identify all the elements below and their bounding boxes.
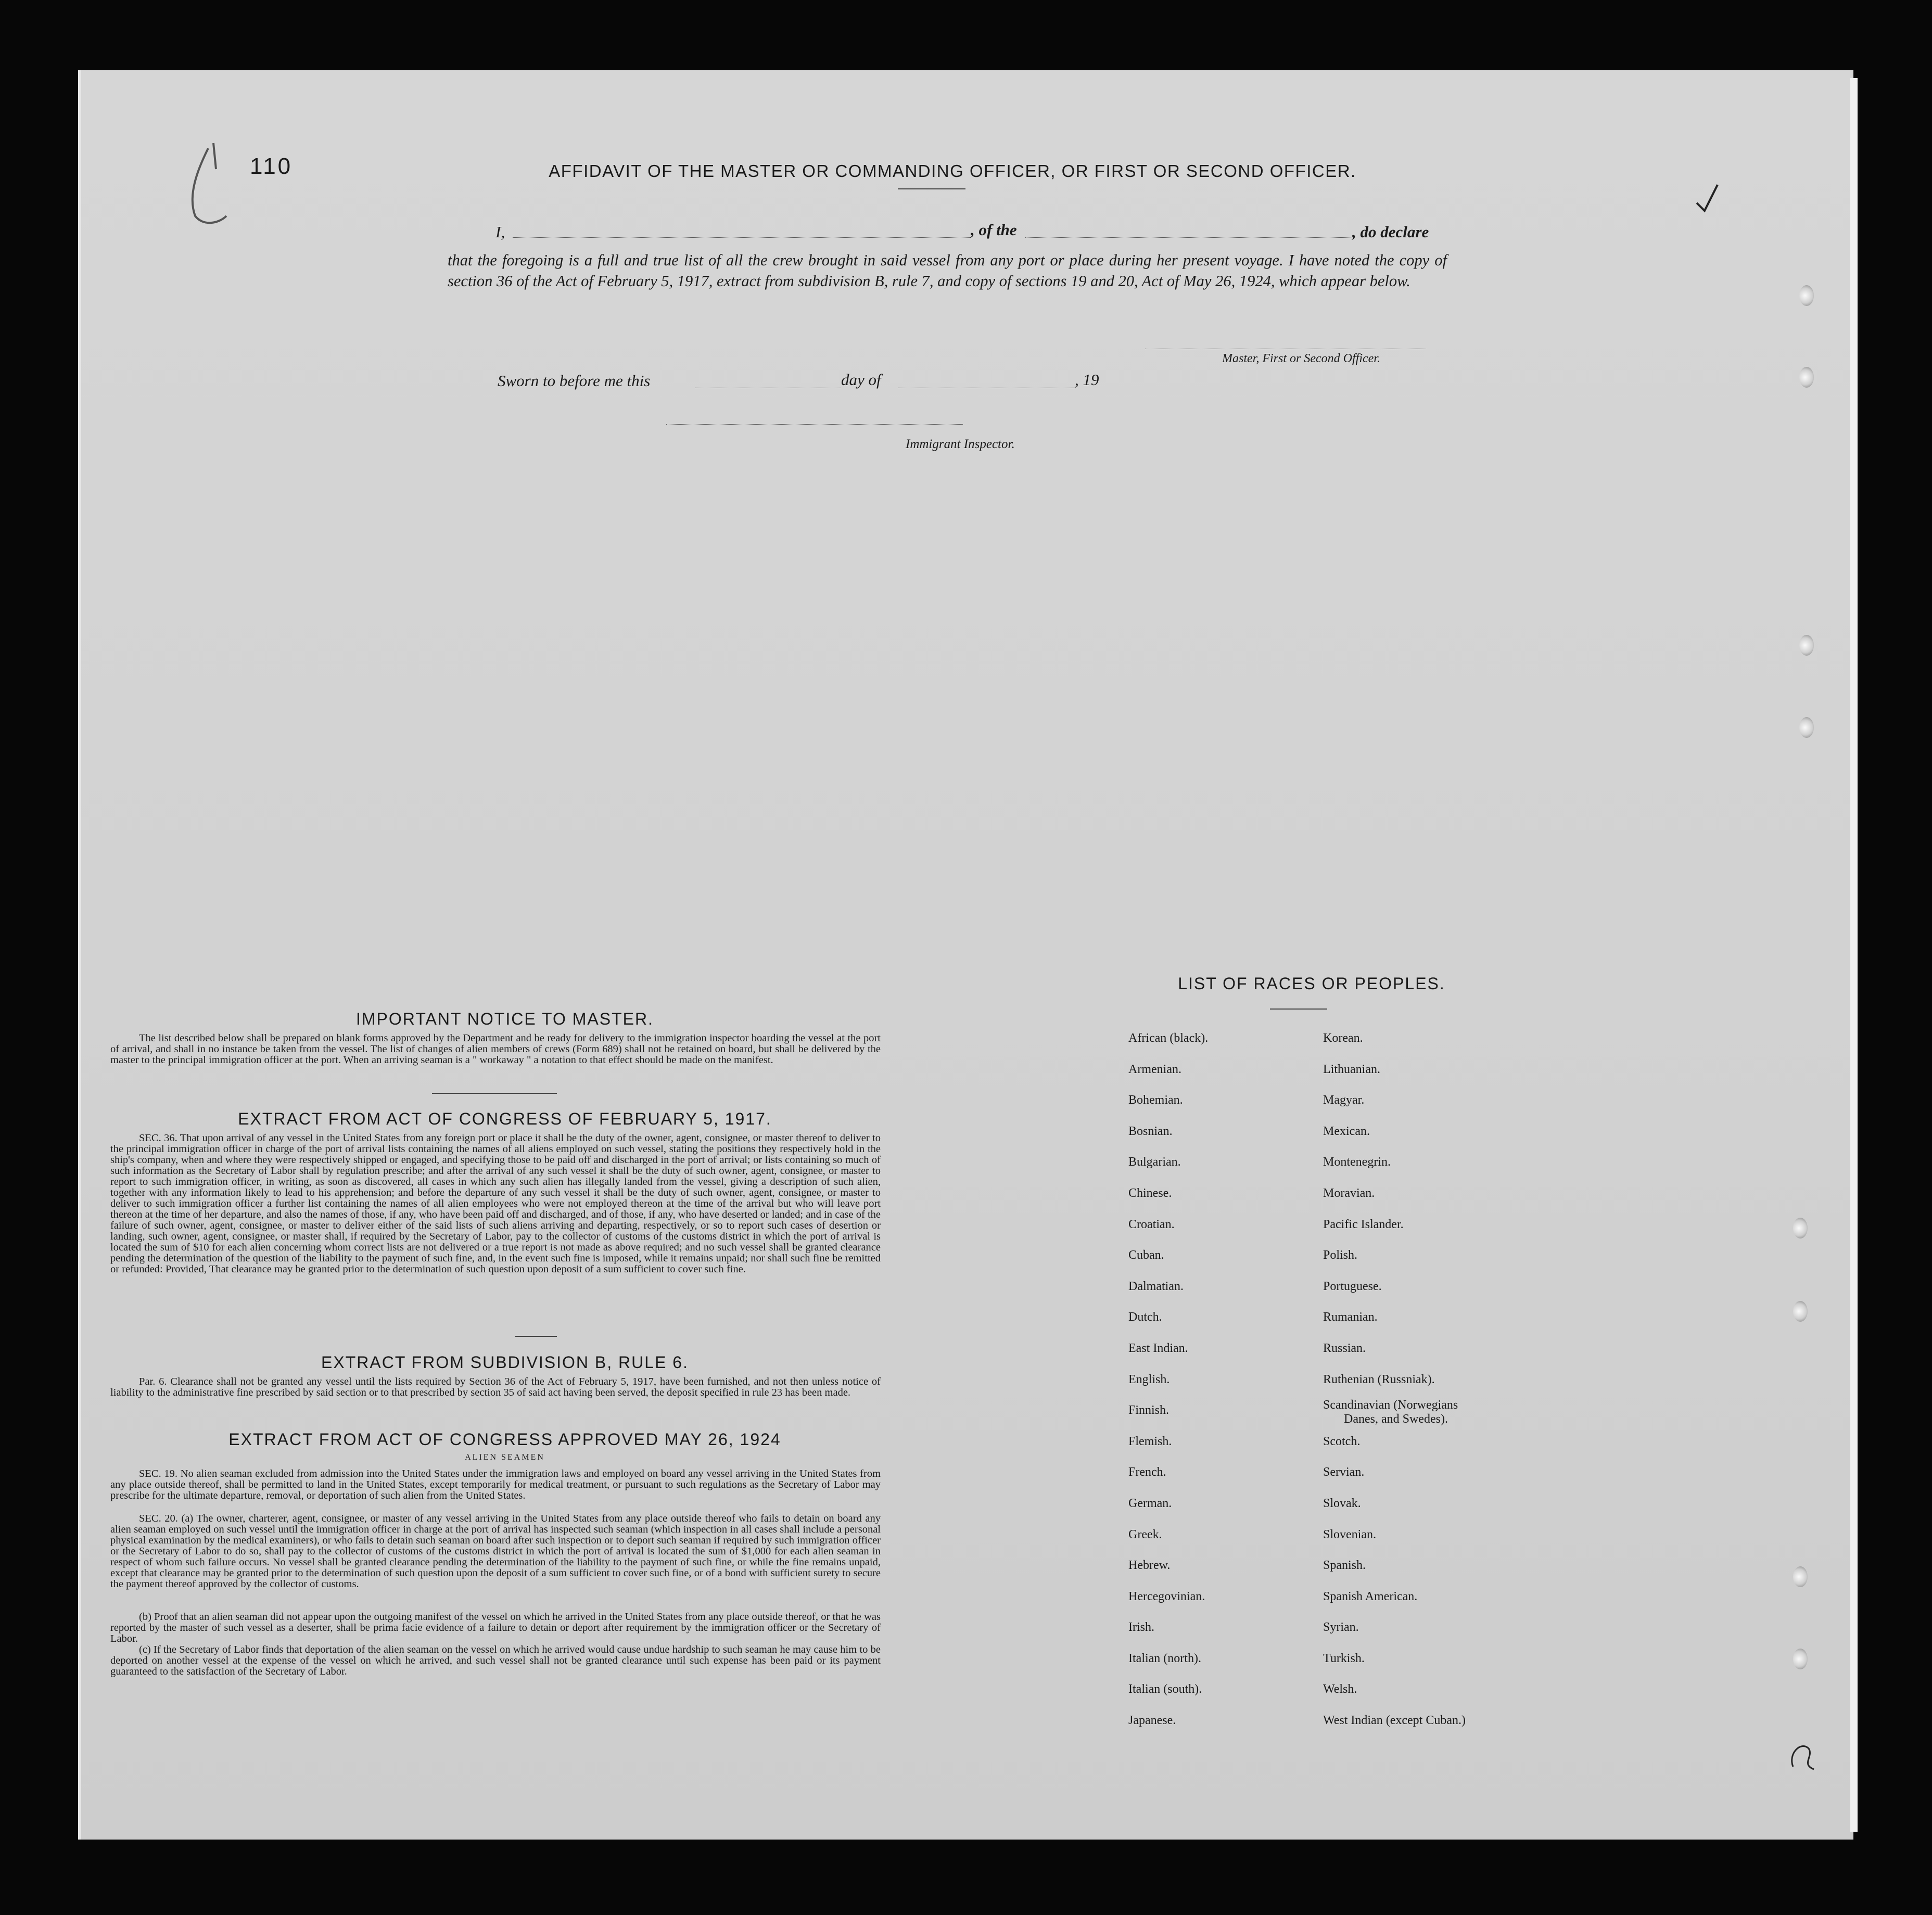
handwritten-mark-icon (177, 138, 239, 242)
race-item: Hebrew. (1128, 1559, 1171, 1573)
affidavit-body: that the foregoing is a full and true list of all the crew brought in said vessel from any port or place during her present voyage. I have noted the copy of section 36 of the Act of February 5, 1917, extract from subdivision B, rule 7, and copy of sections 19 and 20, Act of May 26, 1924, which appear below. (448, 251, 1447, 290)
race-item: Scotch. (1323, 1434, 1361, 1448)
divider (1270, 1008, 1327, 1010)
race-item: Spanish American. (1323, 1589, 1418, 1603)
race-item: Bulgarian. (1128, 1155, 1181, 1169)
race-item-continuation: Danes, and Swedes). (1344, 1412, 1448, 1426)
race-item: East Indian. (1128, 1341, 1188, 1355)
race-item: Dalmatian. (1128, 1279, 1184, 1293)
race-item: Mexican. (1323, 1124, 1370, 1138)
handwritten-initial-icon (1785, 1738, 1822, 1774)
race-item: Bosnian. (1128, 1124, 1173, 1138)
divider (515, 1336, 557, 1337)
race-item: Slovak. (1323, 1496, 1361, 1510)
name-blank (513, 237, 971, 238)
extract-rule6-body: Par. 6. Clearance shall not be granted any vessel until the lists required by Section 36 of the Act of February 5, 1917, have been furnished, and not then unless notice of liability to the administrative fine prescribed by said section or to that prescribed by section 35 of said act having been served, the deposit specified in rule 23 has been made. (110, 1376, 881, 1398)
race-item: Pacific Islander. (1323, 1217, 1404, 1231)
sec20a-body: SEC. 20. (a) The owner, charterer, agent, consignee, or master of any vessel arriving in the United States from any place outside thereof who fails to detain on board any alien seaman employed on such vessel until the immigration officer in charge at the port of arrival has inspected such seaman (which inspection in all cases shall include a personal physical examination by the medical examiners), or who fails to detain such seaman on board after such inspection or to deport such seaman if required by such immigration officer or the Secretary of Labor to do so, shall pay to the collector of customs of the customs district in which the port of arrival is located the sum of $1,000 for each alien seaman in respect of whom such failure occurs. No vessel shall be granted clearance pending the determination of the liability to the payment of such fine, or while the fine remains unpaid, except that clearance may be granted prior to the determination of such question upon the deposit of a sum sufficient to cover such fine, or of a bond with sufficient surety to secure the payment thereof approved by the collector of customs. (110, 1513, 881, 1590)
races-title: LIST OF RACES OR PEOPLES. (1178, 974, 1445, 993)
affidavit-title: AFFIDAVIT OF THE MASTER OR COMMANDING OFFICER, OR FIRST OR SECOND OFFICER. (549, 161, 1356, 181)
extract-1924-title: EXTRACT FROM ACT OF CONGRESS APPROVED MAY 26, 1924 (228, 1430, 781, 1449)
race-item: African (black). (1128, 1031, 1209, 1045)
race-item: Lithuanian. (1323, 1062, 1380, 1076)
inspector-label: Immigrant Inspector. (906, 437, 1015, 451)
race-item: Turkish. (1323, 1651, 1365, 1665)
race-item: Welsh. (1323, 1682, 1357, 1696)
race-item: Moravian. (1323, 1186, 1375, 1200)
race-item: Dutch. (1128, 1310, 1162, 1324)
sec20b-body: (b) Proof that an alien seaman did not appear upon the outgoing manifest of the vessel on which he arrived in the United States from any place outside thereof, or that he was reported by the master of such vessel as a deserter, shall be prima facie evidence of a failure to detain or deport after requirement by the immigration officer or the Secretary of Labor. (110, 1611, 881, 1644)
races-column-1 (1128, 1023, 1208, 1737)
extract-1917-title: EXTRACT FROM ACT OF CONGRESS OF FEBRUARY 5, 1917. (238, 1109, 772, 1128)
divider (898, 188, 965, 189)
race-item: Spanish. (1323, 1559, 1366, 1573)
race-item: English. (1128, 1372, 1170, 1386)
race-item: West Indian (except Cuban.) (1323, 1714, 1466, 1728)
race-item: Korean. (1323, 1031, 1363, 1045)
race-item: Polish. (1323, 1248, 1358, 1262)
punch-hole (1799, 717, 1814, 738)
punch-hole (1793, 1301, 1808, 1322)
sworn-label: Sworn to before me this (498, 372, 651, 390)
page-number: 110 (250, 154, 293, 179)
race-item: Syrian. (1323, 1620, 1359, 1635)
race-item: Italian (south). (1128, 1682, 1202, 1696)
race-item: Italian (north). (1128, 1651, 1201, 1665)
race-item: Japanese. (1128, 1714, 1176, 1728)
race-item: Croatian. (1128, 1217, 1175, 1231)
race-item: Portuguese. (1323, 1279, 1382, 1293)
race-item: Finnish. (1128, 1403, 1170, 1418)
race-item: Greek. (1128, 1527, 1162, 1541)
notice-body: The list described below shall be prepared on blank forms approved by the Department and be ready for delivery to the immigration inspector boarding the vessel at the port of arrival, and shall in no instance be taken from the vessel. The list of changes of alien members of crews (Form 689) shall not be retained on board, but shall be delivered by the master to the principal immigration officer at the port. When an arriving seaman is a " workaway " a notation to that effect should be made on the manifest. (110, 1032, 881, 1066)
extract-rule6-title: EXTRACT FROM SUBDIVISION B, RULE 6. (321, 1353, 689, 1372)
punch-hole (1799, 367, 1814, 388)
year-label: , 19 (1075, 371, 1099, 389)
race-item: Chinese. (1128, 1186, 1172, 1200)
race-item: Magyar. (1323, 1093, 1365, 1107)
race-item: Slovenian. (1323, 1527, 1376, 1541)
race-item: Montenegrin. (1323, 1155, 1391, 1169)
inspector-signature-line (666, 424, 963, 425)
punch-hole (1799, 635, 1814, 656)
do-declare-label: , do declare (1352, 223, 1429, 241)
race-item: Armenian. (1128, 1062, 1181, 1076)
of-the-label: , of the (971, 221, 1017, 239)
master-label: Master, First or Second Officer. (1222, 352, 1380, 365)
sec19-body: SEC. 19. No alien seaman excluded from admission into the United States under the immigration laws and employed on board any vessel arriving in the United States from any place outside thereof, shall be permitted to land in the United States, except temporarily for medical treatment, or pursuant to such regulations as the Secretary of Labor may prescribe for the ultimate departure, removal, or deportation of such alien from the United States. (110, 1468, 881, 1501)
race-item: Russian. (1323, 1341, 1366, 1355)
sheet-edge (1850, 78, 1858, 1832)
race-item: French. (1128, 1465, 1166, 1479)
punch-hole (1793, 1649, 1808, 1669)
race-item: Hercegovinian. (1128, 1589, 1205, 1603)
race-item: Flemish. (1128, 1434, 1172, 1448)
alien-seamen-subtitle: ALIEN SEAMEN (465, 1453, 545, 1462)
punch-hole (1793, 1566, 1808, 1587)
race-item: Ruthenian (Russniak). (1323, 1372, 1435, 1386)
sec20c-body: (c) If the Secretary of Labor finds that deportation of the alien seaman on the vessel on which he arrived would cause undue hardship to such seaman he may cause him to be deported on another vessel at the expense of the vessel on which he arrived, and such vessel shall not be granted clearance until such expense has been paid or its payment guaranteed to the satisfaction of the Secretary of Labor. (110, 1644, 881, 1677)
race-item: Rumanian. (1323, 1310, 1378, 1324)
punch-hole (1799, 285, 1814, 306)
races-column-2 (1323, 1023, 1466, 1737)
race-item: Cuban. (1128, 1248, 1164, 1262)
day-of-label: day of (841, 371, 881, 389)
race-item: Irish. (1128, 1620, 1154, 1635)
race-item (1323, 1395, 1466, 1426)
extract-1917-body: SEC. 36. That upon arrival of any vessel in the United States from any foreign port or place it shall be the duty of the owner, agent, consignee, or master thereof to deliver to the principal immigration officer in charge of the port of arrival lists containing the names of all aliens employed on such vessel, stating the positions they respectively hold in the ship's company, when and where they were respectively shipped or engaged, and specifying those to be paid off and discharged in the port of arrival; or lists containing so much of such information as the Secretary of Labor shall by regulation prescribe; and after the arrival of any such vessel it shall be the duty of such owner, agent, consignee, or master to report to such immigration officer, in writing, as soon as discovered, all cases in which any such alien has illegally landed from the vessel, giving a description of such alien, together with any information likely to lead to his apprehension; and before the departure of any such vessel it shall be the duty of such owner, agent, consignee, or master to deliver to such immigration officer a further list containing the names of all alien employees who were not employed thereon at the time of the arrival but who will leave port thereon at the time of her departure, and also the names of those, if any, who have been paid off and discharged, and of those, if any, who have deserted or landed; and in case of the failure of such owner, agent, consignee, or master to deliver either of the said lists of such aliens arriving and departing, respectively, or so to report such cases of desertion or landing, such owner, agent, consignee, or master shall, if required by the Secretary of Labor, pay to the collector of customs of the customs district in which the port of arrival is located the sum of $10 for each alien concerning whom correct lists are not delivered or a true report is not made as above required; and no such vessel shall be granted clearance pending the determination of the question of the liability to the payment of such fine, and, in the event such fine is imposed, while it remains unpaid; nor shall such fine be remitted or refunded: Provided, That clearance may be granted prior to the determination of such question upon deposit of a sum sufficient to cover such fine. (110, 1132, 881, 1275)
vessel-blank (1025, 237, 1353, 238)
race-item: German. (1128, 1496, 1172, 1510)
race-item-line: Scandinavian (Norwegians (1323, 1398, 1458, 1412)
punch-hole (1793, 1218, 1808, 1239)
notice-title: IMPORTANT NOTICE TO MASTER. (356, 1010, 654, 1028)
check-mark-icon (1692, 180, 1723, 221)
divider (432, 1093, 557, 1094)
race-item: Bohemian. (1128, 1093, 1183, 1107)
affidavit-i-label: I, (495, 223, 505, 241)
race-item: Servian. (1323, 1465, 1365, 1479)
